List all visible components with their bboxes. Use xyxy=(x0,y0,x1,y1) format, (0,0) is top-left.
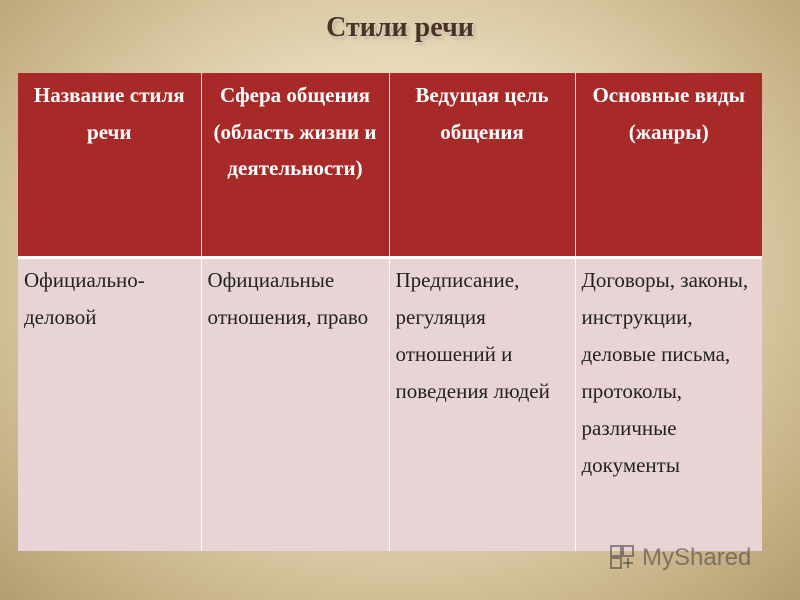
cell-main-goal: Предписание, регуляция отношений и поведения людей xyxy=(389,258,575,552)
watermark-text: MyShared xyxy=(642,544,752,571)
myshared-logo-icon xyxy=(608,543,636,573)
header-main-goal: Ведущая цель общения xyxy=(389,73,575,258)
speech-styles-table xyxy=(18,73,762,551)
slide-title: Стили речи xyxy=(326,12,474,43)
table-header-row xyxy=(18,73,762,258)
cell-main-genres: Договоры, законы, инструкции, деловые письма, протоколы, различные документы xyxy=(575,258,762,552)
watermark xyxy=(608,540,751,576)
table-row xyxy=(18,258,762,552)
header-main-genres: Основные виды (жанры) xyxy=(575,73,762,258)
cell-communication-sphere: Официальные отношения, право xyxy=(201,258,389,552)
header-communication-sphere: Сфера общения (область жизни и деятельности) xyxy=(201,73,389,258)
header-style-name: Название стиля речи xyxy=(18,73,201,258)
cell-style-name: Официально-деловой xyxy=(18,258,201,552)
